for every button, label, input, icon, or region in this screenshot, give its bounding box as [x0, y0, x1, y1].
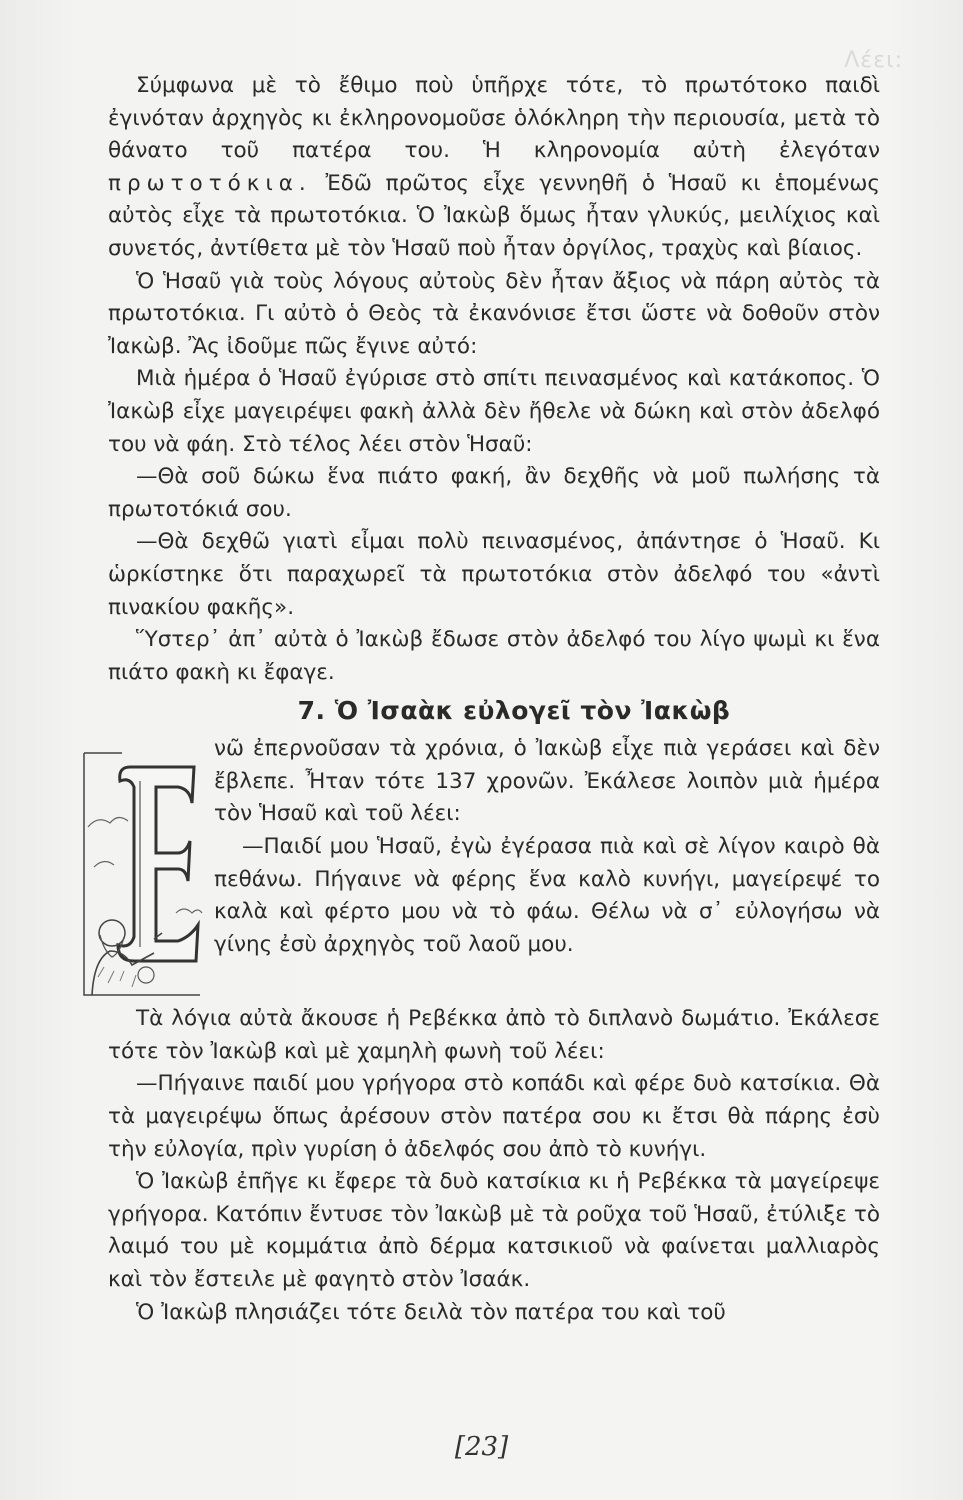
section-paragraph-text: νῶ ἐπερνοῦσαν τὰ χρόνια, ὁ Ἰακὼβ εἶχε πιὰ γεράσει καὶ δὲν ἔβλεπε. Ἦταν τότε 137 χρονῶν. Ἐκάλεσε λοιπὸν μιὰ ἡμέρα τὸν Ἡσαῦ καὶ τοῦ λέει:: [214, 736, 880, 827]
section-opening: [108, 733, 880, 1003]
paragraph: Ὁ Ἰακὼβ πλησιάζει τότε δειλὰ τὸν πατέρα του καὶ τοῦ: [136, 1299, 726, 1325]
paragraph: Ὕστερ᾽ ἀπ᾽ αὐτὰ ὁ Ἰακὼβ ἔδωσε στὸν ἀδελφό του λίγο ψωμὶ κι ἕνα πιάτο φακὴ κι ἔφαγε.: [108, 627, 880, 685]
section-paragraph: [108, 733, 880, 831]
emphasized-word: πρωτοτόκια.: [108, 170, 312, 196]
paragraph: Ὁ Ἡσαῦ γιὰ τοὺς λόγους αὐτοὺς δὲν ἦταν ἄξιος νὰ πάρη αὐτὸς τὰ πρωτοτόκια. Γι αὐτὸ ὁ Θεὸς τὰ ἐκανόνισε ἔτσι ὥστε νὰ δοθοῦν στὸν Ἰακὼβ. Ἂς ἰδοῦμε πῶς ἔγινε αὐτό:: [108, 268, 880, 359]
paragraph: [108, 70, 880, 266]
section-heading: 7. Ὁ Ἰσαὰκ εὐλογεῖ τὸν Ἰακὼβ: [297, 696, 731, 726]
page-number: [23]: [454, 1432, 509, 1462]
dialogue-line: —Θὰ σοῦ δώκω ἕνα πιάτο φακή, ἂν δεχθῆς νὰ μοῦ πωλήσης τὰ πρωτοτόκιά σου.: [108, 464, 880, 522]
paragraph: Ὁ Ἰακὼβ ἐπῆγε κι ἔφερε τὰ δυὸ κατσίκια κι ἡ Ρεβέκκα τὰ μαγείρεψε γρήγορα. Κατόπιν ἔντυσε τὸν Ἰακὼβ μὲ τὰ ροῦχα τοῦ Ἡσαῦ, ἐτύλιξε τὸ λαιμό του μὲ κομμάτια ἀπὸ δέρμα κατσικιοῦ νὰ φαίνεται μαλλιαρὸς καὶ τὸν ἔστειλε μὲ φαγητὸ στὸν Ἰσαάκ.: [108, 1169, 880, 1293]
illustrated-drop-cap: [78, 737, 206, 999]
dialogue-line: —Θὰ δεχθῶ γιατὶ εἶμαι πολὺ πεινασμένος, ἀπάντησε ὁ Ἡσαῦ. Κι ὡρκίστηκε ὅτι παραχωρεῖ τὰ πρωτοτόκια στὸν ἀδελφό του «ἀντὶ πινακίου φακῆς».: [108, 529, 880, 620]
dialogue-line: —Πήγαινε παιδί μου γρήγορα στὸ κοπάδι καὶ φέρε δυὸ κατσίκια. Θὰ τὰ μαγειρέψω ὅπως ἀρέσουν στὸν πατέρα σου κι ἔτσι θὰ πάρης ἐσὺ τὴν εὐλογία, πρὶν γυρίση ὁ ἀδελφός σου ἀπὸ τὸ κυνήγι.: [108, 1071, 880, 1162]
dialogue-line: —Παιδί μου Ἡσαῦ, ἐγὼ ἐγέρασα πιὰ καὶ σὲ λίγον καιρὸ θὰ πεθάνω. Πήγαινε νὰ φέρης ἕνα καλὸ κυνήγι, μαγείρεψέ το καλὰ καὶ φέρτο μου νὰ τὸ φάω. Θέλω νὰ σ᾽ εὐλογήσω νὰ γίνης ἐσὺ ἀρχηγὸς τοῦ λαοῦ μου.: [214, 834, 880, 957]
drop-cap-illustration: [78, 737, 206, 999]
body-text: [108, 70, 880, 1329]
bleed-through-text: Λέει:: [844, 48, 903, 73]
paragraph-text: Ἐδῶ πρῶτος εἶχε γεννηθῆ ὁ Ἡσαῦ κι ἑπομένως αὐτὸς εἶχε τὰ πρωτοτόκια. Ὁ Ἰακὼβ ὅμως ἦταν γλυκύς, μειλίχιος καὶ συνετός, ἀντίθετα μὲ τὸν Ἡσαῦ ποὺ ἦταν ὀργίλος, τραχὺς καὶ βίαιος.: [108, 170, 880, 261]
paragraph: Τὰ λόγια αὐτὰ ἄκουσε ἡ Ρεβέκκα ἀπὸ τὸ διπλανὸ δωμάτιο. Ἐκάλεσε τότε τὸν Ἰακὼβ καὶ μὲ χαμηλὴ φωνὴ τοῦ λέει:: [108, 1006, 880, 1064]
paragraph-text: Σύμφωνα μὲ τὸ ἔθιμο ποὺ ὑπῆρχε τότε, τὸ πρωτότοκο παιδὶ ἐγινόταν ἀρχηγὸς κι ἐκληρονομοῦσε ὁλόκληρη τὴν περιουσία, μετὰ τὸ θάνατο τοῦ πατέρα του. Ἡ κληρονομία αὐτὴ ἐλεγόταν: [108, 73, 880, 164]
paragraph: Μιὰ ἡμέρα ὁ Ἡσαῦ ἐγύρισε στὸ σπίτι πεινασμένος καὶ κατάκοπος. Ὁ Ἰακὼβ εἶχε μαγειρέψει φακὴ ἀλλὰ δὲν ἤθελε νὰ δώκη καὶ στὸν ἀδελφό του νὰ φάη. Στὸ τέλος λέει στὸν Ἡσαῦ:: [108, 366, 880, 457]
